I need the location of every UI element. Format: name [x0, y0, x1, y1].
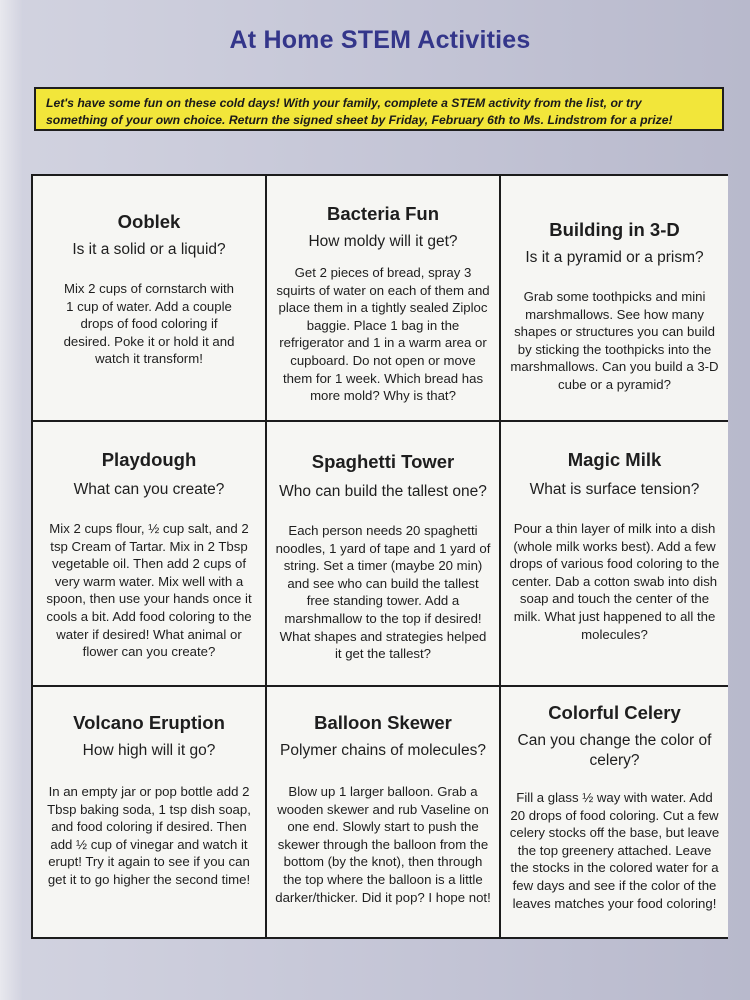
- activity-question: Is it a pyramid or a prism?: [525, 249, 704, 266]
- activity-question: Can you change the color of celery?: [517, 732, 712, 769]
- activity-title: Bacteria Fun: [326, 203, 440, 224]
- activity-grid: [31, 174, 728, 939]
- activity-card-bacteria-fun: [267, 176, 499, 420]
- activity-card-balloon-skewer: [267, 687, 499, 937]
- activity-title: Magic Milk: [567, 449, 662, 470]
- activity-description: In an empty jar or pop bottle add 2 Tbsp baking soda, 1 tsp dish soap, and food coloring if desired. Then add ½ cup of vinegar and watch it erupt! Try it again to see if you can get it to go higher the second time!: [47, 784, 251, 887]
- activity-title: Volcano Eruption: [73, 712, 225, 733]
- intro-line-1: Let's have some fun on these cold days! With your family, complete a STEM activity from the list, or try: [46, 96, 642, 110]
- page-title: At Home STEM Activities: [229, 26, 531, 54]
- activity-description: Mix 2 cups of cornstarch with 1 cup of water. Add a couple drops of food coloring if desired. Poke it or hold it and watch it transform!: [63, 281, 235, 367]
- activity-description: Grab some toothpicks and mini marshmallows. See how many shapes or structures you can build by sticking the toothpicks into the marshmallows. Can you build a 3-D cube or a pyramid?: [510, 289, 719, 392]
- activity-title: Colorful Celery: [548, 702, 681, 723]
- activity-description: Blow up 1 larger balloon. Grab a wooden skewer and rub Vaseline on one end. Slowly start to push the skewer through the balloon from the bottom (by the knot), then through the top where the balloon is a little darker/thicker. Did it pop? I hope not!: [275, 784, 491, 905]
- activity-description: Get 2 pieces of bread, spray 3 squirts of water on each of them and place them in a tightly sealed Ziploc baggie. Place 1 bag in the refrigerator and 1 in a warm area or cupboard. Do not open or move them for 1 week. Which bread has more mold? Why is that?: [276, 265, 490, 404]
- activity-question: Is it a solid or a liquid?: [72, 241, 226, 258]
- activity-title: Spaghetti Tower: [311, 451, 455, 472]
- activity-card-playdough: [33, 422, 265, 685]
- intro-banner: [34, 87, 724, 131]
- activity-question: Who can build the tallest one?: [279, 483, 487, 500]
- intro-line-2: something of your own choice. Return the signed sheet by Friday, February 6th to Ms. Lindstrom for a prize!: [46, 113, 673, 127]
- activity-card-ooblek: [33, 176, 265, 420]
- activity-description: Fill a glass ½ way with water. Add 20 drops of food coloring. Cut a few celery stocks off the base, but leave the top greenery attached. Leave the stocks in the colored water for a few days and see if the color of the leaves matches your food coloring!: [509, 790, 720, 911]
- page-edge: [0, 0, 22, 1000]
- activity-question: What is surface tension?: [529, 481, 700, 498]
- activity-card-spaghetti-tower: [267, 422, 499, 685]
- activity-card-building-in-3d: [501, 176, 728, 420]
- activity-question: How high will it go?: [82, 742, 216, 759]
- activity-title: Balloon Skewer: [314, 712, 452, 733]
- activity-question: Polymer chains of molecules?: [280, 742, 486, 759]
- activity-question: What can you create?: [73, 481, 225, 498]
- activity-card-colorful-celery: [501, 687, 728, 937]
- activity-question: How moldy will it get?: [308, 233, 458, 250]
- activity-card-magic-milk: [501, 422, 728, 685]
- activity-description: Pour a thin layer of milk into a dish (whole milk works best). Add a few drops of various food coloring to the center. Dab a cotton swab into dish soap and touch the center of the milk. What just happened to all the molecules?: [509, 521, 720, 642]
- activity-title: Ooblek: [117, 211, 181, 232]
- activity-description: Mix 2 cups flour, ½ cup salt, and 2 tsp Cream of Tartar. Mix in 2 Tbsp vegetable oil. Then add 2 cups of very warm water. Mix well with a spoon, then use your hands once it cools a bit. Add food coloring to the water if desired! What animal or flower can you create?: [46, 521, 252, 660]
- activity-card-volcano-eruption: [33, 687, 265, 937]
- activity-title: Building in 3-D: [549, 219, 680, 240]
- activity-title: Playdough: [101, 449, 197, 470]
- activity-description: Each person needs 20 spaghetti noodles, 1 yard of tape and 1 yard of string. Set a timer (maybe 20 min) and see who can build the tallest free standing tower. Add a marshmallow to the top if desired! What shapes and strategies helped it get the tallest?: [275, 523, 491, 662]
